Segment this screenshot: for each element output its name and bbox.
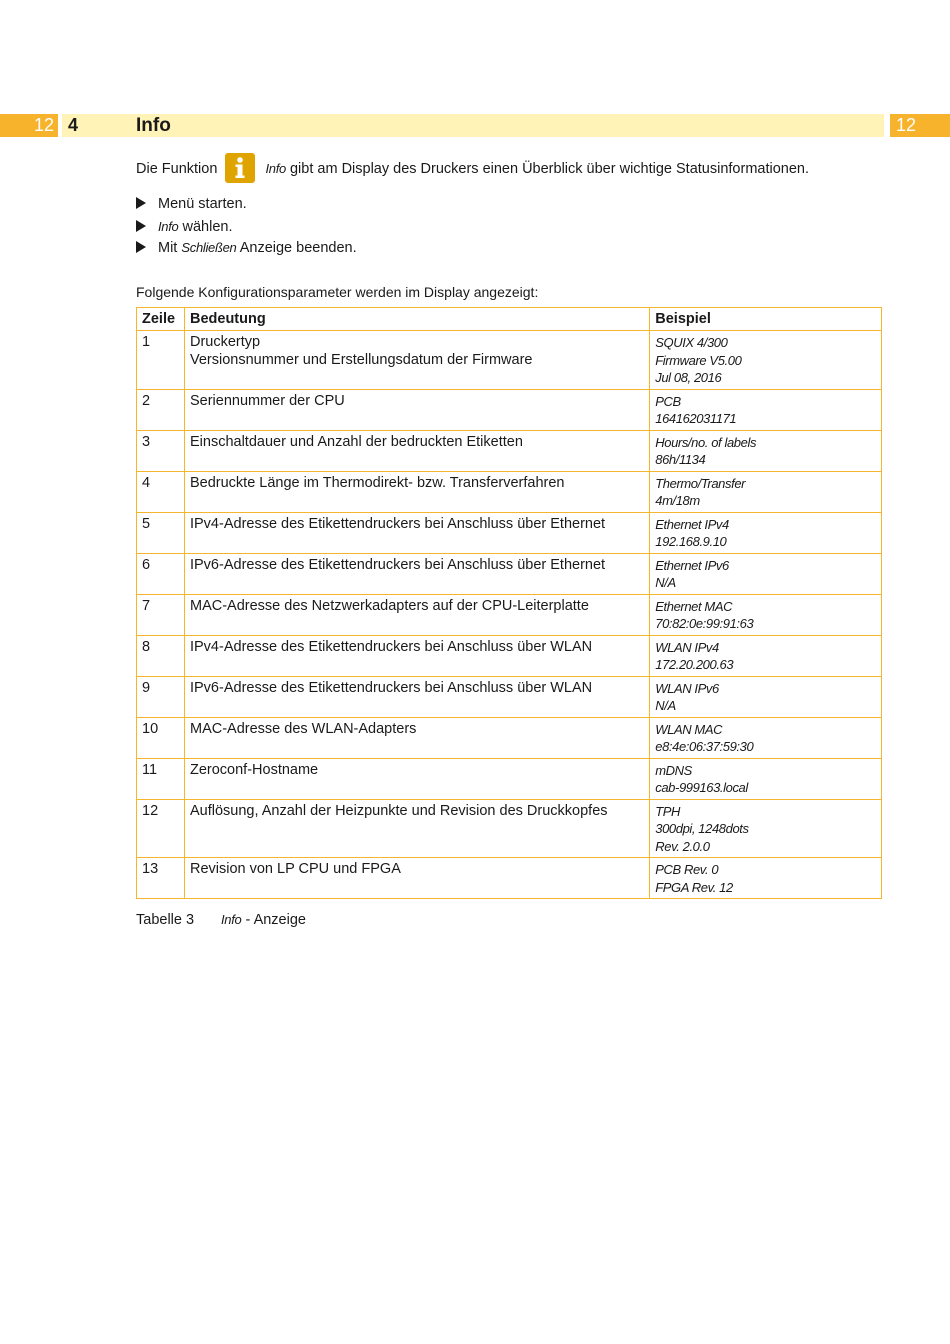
example-line: Ethernet IPv4 xyxy=(655,516,729,532)
table-row xyxy=(137,594,882,635)
row-example xyxy=(650,430,882,471)
intro-text-after: gibt am Display des Druckers einen Überblick über wichtige Statusinformationen. xyxy=(289,160,810,177)
caption-label: Tabelle 3 xyxy=(136,912,195,928)
row-number: 10 xyxy=(137,717,185,758)
row-number: 12 xyxy=(137,799,185,858)
example-line: 86h/1134 xyxy=(655,452,706,467)
table-row xyxy=(137,389,882,430)
example-line: N/A xyxy=(655,575,676,590)
row-meaning xyxy=(184,758,649,799)
row-example xyxy=(650,471,882,512)
row-example xyxy=(650,331,882,390)
meaning-line: MAC-Adresse des WLAN-Adapters xyxy=(189,720,417,737)
row-meaning xyxy=(184,471,649,512)
row-example xyxy=(650,389,882,430)
intro-text-before: Die Funktion xyxy=(136,160,218,177)
table-row xyxy=(137,512,882,553)
row-number: 5 xyxy=(137,512,185,553)
table-row xyxy=(137,717,882,758)
chapter-number: 4 xyxy=(68,115,79,135)
example-line: 4m/18m xyxy=(655,493,700,508)
meaning-line: IPv4-Adresse des Etikettendruckers bei Anschluss über Ethernet xyxy=(189,515,606,532)
column-header-zeile: Zeile xyxy=(137,308,185,331)
row-example xyxy=(650,635,882,676)
meaning-line: Zeroconf-Hostname xyxy=(189,761,319,778)
meaning-line: Seriennummer der CPU xyxy=(189,392,345,409)
info-icon xyxy=(225,153,255,183)
row-example xyxy=(650,676,882,717)
row-meaning xyxy=(184,430,649,471)
meaning-line: IPv6-Adresse des Etikettendruckers bei Anschluss über WLAN xyxy=(189,679,593,696)
example-line: 164162031171 xyxy=(655,411,737,426)
example-line: WLAN IPv4 xyxy=(655,639,719,655)
page-number-right: 12 xyxy=(890,114,950,137)
row-meaning xyxy=(184,799,649,858)
row-number: 2 xyxy=(137,389,185,430)
chapter-title: Info xyxy=(136,115,171,136)
table-row xyxy=(137,331,882,390)
example-line: e8:4e:06:37:59:30 xyxy=(655,739,754,754)
row-meaning xyxy=(184,512,649,553)
step-text: Anzeige beenden. xyxy=(239,240,357,256)
column-header-bedeutung: Bedeutung xyxy=(184,308,649,331)
example-line: Hours/no. of labels xyxy=(655,434,757,450)
example-line: Thermo/Transfer xyxy=(655,475,746,491)
table-row xyxy=(137,471,882,512)
example-line: cab-999163.local xyxy=(655,780,748,795)
row-example xyxy=(650,553,882,594)
step-text: Mit xyxy=(158,240,178,256)
meaning-line: Auflösung, Anzahl der Heizpunkte und Revision des Druckkopfes xyxy=(189,802,608,819)
step-term: Schließen xyxy=(181,240,237,255)
intro-paragraph xyxy=(136,154,809,184)
example-line: SQUIX 4/300 xyxy=(655,335,728,350)
row-number: 3 xyxy=(137,430,185,471)
table-row xyxy=(137,676,882,717)
arrow-bullet-icon xyxy=(136,220,146,232)
meaning-line: Versionsnummer und Erstellungsdatum der Firmware xyxy=(189,351,533,368)
row-number: 8 xyxy=(137,635,185,676)
table-lead-text: Folgende Konfigurationsparameter werden im Display angezeigt: xyxy=(136,284,539,300)
example-line: mDNS xyxy=(655,762,692,778)
meaning-line: IPv6-Adresse des Etikettendruckers bei Anschluss über Ethernet xyxy=(189,556,606,573)
table-row xyxy=(137,758,882,799)
example-line: Ethernet IPv6 xyxy=(655,557,729,573)
row-meaning xyxy=(184,635,649,676)
step-item xyxy=(136,216,357,238)
example-line: FPGA Rev. 12 xyxy=(655,879,733,895)
example-line: 172.20.200.63 xyxy=(655,657,734,672)
table-caption xyxy=(136,912,306,928)
example-line: N/A xyxy=(655,698,676,713)
row-number: 7 xyxy=(137,594,185,635)
step-text: Menü starten. xyxy=(158,196,247,212)
caption-rest: - Anzeige xyxy=(245,912,306,928)
row-meaning xyxy=(184,331,649,390)
meaning-line: Druckertyp xyxy=(189,334,261,350)
step-term: Info xyxy=(158,218,179,234)
meaning-line: MAC-Adresse des Netzwerkadapters auf der CPU-Leiterplatte xyxy=(189,597,589,614)
arrow-bullet-icon xyxy=(136,241,146,253)
table-header-row xyxy=(137,308,882,331)
row-meaning xyxy=(184,676,649,717)
example-line: Rev. 2.0.0 xyxy=(655,838,710,854)
meaning-line: Bedruckte Länge im Thermodirekt- bzw. Transferverfahren xyxy=(189,474,565,491)
intro-term: Info xyxy=(265,160,286,176)
step-text: wählen. xyxy=(182,218,233,235)
example-line: WLAN IPv6 xyxy=(655,680,719,696)
page-number-left: 12 xyxy=(0,114,58,137)
row-example xyxy=(650,512,882,553)
meaning-line: IPv4-Adresse des Etikettendruckers bei Anschluss über WLAN xyxy=(189,638,593,655)
table-row xyxy=(137,858,882,899)
example-line: TPH xyxy=(655,803,681,819)
row-number: 6 xyxy=(137,553,185,594)
row-meaning xyxy=(184,858,649,899)
example-line: WLAN MAC xyxy=(655,721,723,737)
example-line: Jul 08, 2016 xyxy=(655,370,722,385)
step-list xyxy=(136,194,357,259)
row-example xyxy=(650,758,882,799)
row-number: 1 xyxy=(137,331,185,390)
table-row xyxy=(137,635,882,676)
row-example xyxy=(650,717,882,758)
row-number: 9 xyxy=(137,676,185,717)
example-line: Ethernet MAC xyxy=(655,598,733,614)
table-row xyxy=(137,553,882,594)
table-row xyxy=(137,430,882,471)
chapter-bar xyxy=(62,114,884,137)
row-meaning xyxy=(184,717,649,758)
row-example xyxy=(650,858,882,899)
row-number: 11 xyxy=(137,758,185,799)
info-table xyxy=(136,307,882,899)
example-line: 70:82:0e:99:91:63 xyxy=(655,616,754,631)
row-example xyxy=(650,594,882,635)
arrow-bullet-icon xyxy=(136,197,146,209)
example-line: 192.168.9.10 xyxy=(655,534,727,549)
row-example xyxy=(650,799,882,858)
column-header-beispiel: Beispiel xyxy=(650,308,882,331)
example-line: Firmware V5.00 xyxy=(655,352,742,368)
meaning-line: Revision von LP CPU und FPGA xyxy=(189,861,401,877)
caption-term: Info xyxy=(221,912,242,927)
row-meaning xyxy=(184,553,649,594)
example-line: PCB Rev. 0 xyxy=(655,862,719,877)
meaning-line: Einschaltdauer und Anzahl der bedruckten Etiketten xyxy=(189,433,523,450)
row-meaning xyxy=(184,389,649,430)
step-item xyxy=(136,194,357,216)
row-meaning xyxy=(184,594,649,635)
row-number: 13 xyxy=(137,858,185,899)
table-row xyxy=(137,799,882,858)
row-number: 4 xyxy=(137,471,185,512)
example-line: PCB xyxy=(655,393,681,409)
example-line: 300dpi, 1248dots xyxy=(655,821,749,836)
step-item xyxy=(136,237,357,259)
